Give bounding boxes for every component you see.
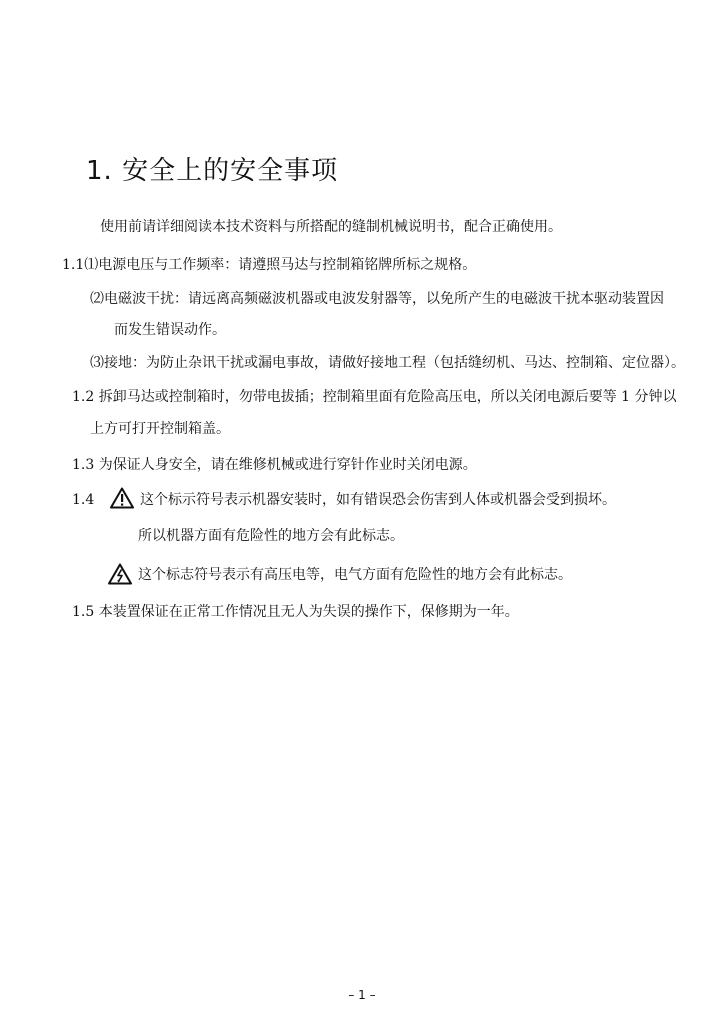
high-voltage-triangle-icon xyxy=(108,563,132,585)
item-1-2-line2: 上方可打开控制箱盖。 xyxy=(90,421,230,437)
section-title: 1. 安全上的安全事项 xyxy=(86,156,339,186)
warning-triangle-icon xyxy=(110,487,134,509)
page-number: – 1 – xyxy=(348,988,376,1002)
item-1-1-interference-line1: ⑵电磁波干扰：请远离高频磁波机器或电波发射器等，以免所产生的电磁波干扰本驱动装置因 xyxy=(90,291,664,307)
intro-text: 使用前请详细阅读本技术资料与所搭配的缝制机械说明书，配合正确使用。 xyxy=(100,219,562,235)
item-1-5-warranty: 1.5 本装置保证在正常工作情况且无人为失误的操作下，保修期为一年。 xyxy=(72,604,519,620)
item-1-4-number: 1.4 xyxy=(72,492,95,508)
item-1-2-line1: 1.2 拆卸马达或控制箱时，勿带电拔插；控制箱里面有危险高压电，所以关闭电源后要等 1 分钟以 xyxy=(72,389,677,405)
item-1-4-voltage-line: 这个标志符号表示有高压电等，电气方面有危险性的地方会有此标志。 xyxy=(138,567,572,583)
item-1-4-warning-line1: 这个标示符号表示机器安装时，如有错误恐会伤害到人体或机器会受到损坏。 xyxy=(140,492,616,508)
item-1-1-grounding: ⑶接地：为防止杂讯干扰或漏电事故，请做好接地工程（包括缝纫机、马达、控制箱、定位器）。 xyxy=(90,355,685,371)
item-1-4-warning-line2: 所以机器方面有危险性的地方会有此标志。 xyxy=(138,528,404,544)
item-1-1-interference-line2: 而发生错误动作。 xyxy=(114,322,226,338)
item-1-3: 1.3 为保证人身安全，请在维修机械或进行穿针作业时关闭电源。 xyxy=(72,457,477,473)
item-1-1-power: 1.1⑴电源电压与工作频率：请遵照马达与控制箱铭牌所标之规格。 xyxy=(62,257,477,273)
